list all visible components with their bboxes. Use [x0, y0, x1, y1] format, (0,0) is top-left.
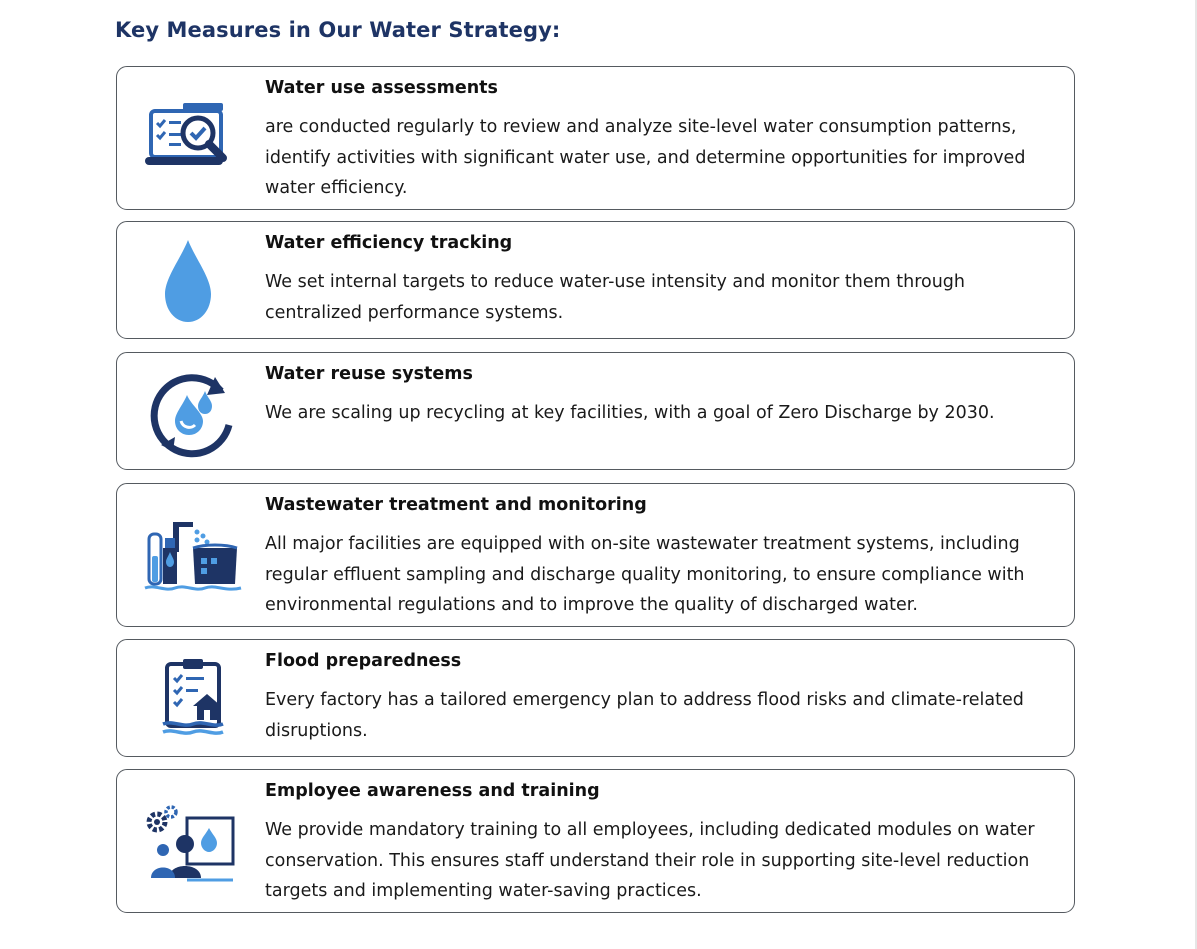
measure-description: All major facilities are equipped with on-site wastewater treatment systems, including regular effluent sampling and discharge quality monitoring, to ensure compliance with environmental regulations and to improve the quality of discharged water. [265, 534, 1025, 616]
measure-description: We are scaling up recycling at key facilities, with a goal of Zero Discharge by 2030. [265, 403, 995, 423]
measure-title: Water use assessments [265, 78, 498, 98]
water-drop-icon [143, 234, 243, 334]
section-heading: Key Measures in Our Water Strategy: [115, 18, 561, 42]
employee-training-icon [143, 798, 243, 898]
measure-description: Every factory has a tailored emergency plan to address flood risks and climate-related disruptions. [265, 690, 1024, 741]
measure-description: We provide mandatory training to all employees, including dedicated modules on water conservation. This ensures staff understand their role in supporting site-level reduction targets and implementing water-saving practices. [265, 820, 1035, 902]
measure-description: We set internal targets to reduce water-use intensity and monitor them through centralized performance systems. [265, 272, 966, 323]
measure-title: Employee awareness and training [265, 781, 600, 801]
assessment-magnifier-icon [143, 93, 243, 193]
measure-title: Wastewater treatment and monitoring [265, 495, 647, 515]
measure-title: Water reuse systems [265, 364, 473, 384]
measure-card-employee-training [116, 769, 1075, 913]
wastewater-treatment-icon [143, 512, 243, 612]
measure-card-water-use-assessments [116, 66, 1075, 210]
measure-title: Flood preparedness [265, 651, 462, 671]
measure-card-wastewater-treatment [116, 483, 1075, 627]
measure-card-water-reuse-systems [116, 352, 1075, 470]
water-recycle-icon [143, 365, 243, 465]
measure-title: Water efficiency tracking [265, 233, 513, 253]
flood-checklist-icon [143, 650, 243, 750]
measure-card-water-efficiency-tracking [116, 221, 1075, 339]
measure-card-flood-preparedness [116, 639, 1075, 757]
measure-description: are conducted regularly to review and analyze site-level water consumption patterns, identify activities with significant water use, and determine opportunities for improved water efficiency. [265, 117, 1026, 199]
